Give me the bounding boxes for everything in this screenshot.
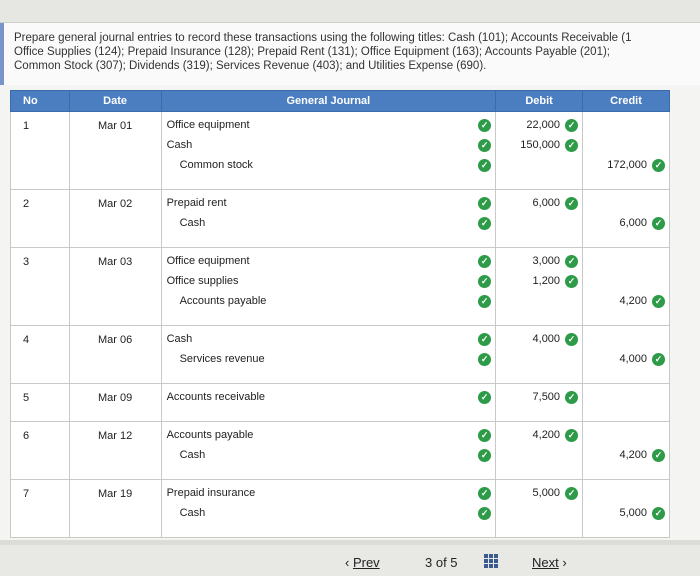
- credit-amount[interactable]: 4,200: [619, 295, 647, 307]
- credit-line: [583, 503, 669, 523]
- debit-line: [496, 387, 582, 407]
- check-icon: ✓: [478, 159, 491, 172]
- account-line: [162, 271, 496, 291]
- check-icon: ✓: [652, 507, 665, 520]
- debit-line: [496, 135, 582, 155]
- check-icon: ✓: [565, 255, 578, 268]
- entry-number: 6: [11, 422, 70, 480]
- account-name[interactable]: Common stock: [179, 159, 253, 171]
- check-icon: ✓: [565, 119, 578, 132]
- header-no: No: [11, 91, 70, 112]
- credit-cell: [583, 248, 670, 326]
- entry-number: 5: [11, 384, 70, 422]
- check-icon: ✓: [478, 333, 491, 346]
- journal-entry-row: [11, 248, 670, 326]
- debit-line: [496, 291, 582, 311]
- account-line: [162, 193, 496, 213]
- prev-label: Prev: [352, 555, 380, 570]
- debit-cell: [496, 112, 583, 190]
- debit-cell: [496, 422, 583, 480]
- debit-line: [496, 115, 582, 135]
- account-line: [162, 135, 496, 155]
- page-indicator: 3 of 5: [425, 555, 458, 570]
- debit-amount[interactable]: 4,000: [532, 333, 561, 345]
- account-name[interactable]: Prepaid insurance: [166, 487, 256, 499]
- check-icon: ✓: [478, 119, 491, 132]
- entry-date[interactable]: Mar 02: [69, 190, 161, 248]
- credit-amount[interactable]: 172,000: [607, 159, 647, 171]
- debit-amount[interactable]: 3,000: [532, 255, 561, 267]
- debit-amount[interactable]: 4,200: [532, 429, 561, 441]
- check-icon: ✓: [565, 429, 578, 442]
- account-line: [162, 483, 496, 503]
- account-line: [162, 155, 496, 175]
- check-icon: ✓: [652, 295, 665, 308]
- check-icon: ✓: [652, 159, 665, 172]
- debit-cell: [496, 248, 583, 326]
- account-line: [162, 503, 496, 523]
- credit-cell: [583, 480, 670, 538]
- header-general-journal: General Journal: [161, 91, 496, 112]
- credit-line: [583, 251, 669, 271]
- check-icon: ✓: [652, 353, 665, 366]
- header-date: Date: [69, 91, 161, 112]
- credit-cell: [583, 422, 670, 480]
- credit-line: [583, 291, 669, 311]
- credit-line: [583, 445, 669, 465]
- credit-line: [583, 193, 669, 213]
- account-line: [162, 349, 496, 369]
- entry-number: 3: [11, 248, 70, 326]
- credit-cell: [583, 112, 670, 190]
- account-line: [162, 425, 496, 445]
- journal-entry-row: [11, 190, 670, 248]
- header-credit: Credit: [583, 91, 670, 112]
- credit-line: [583, 425, 669, 445]
- check-icon: ✓: [478, 275, 491, 288]
- prev-button[interactable]: ‹ Prev: [345, 555, 380, 570]
- account-line: [162, 387, 496, 407]
- account-cell: [161, 248, 496, 326]
- next-label: Next: [532, 555, 559, 570]
- debit-cell: [496, 326, 583, 384]
- instructions-text: Prepare general journal entries to record these transactions using the following titles: Cash (101); Accounts Receivable (1 Office Supplies (124); Prepaid Insurance (128); Prepaid Rent (131); Office Equipment (163); Accounts Payable (201); Common Stock (307); Dividends (319); Services Revenue (403); and Utilities Expense (690).: [0, 23, 700, 85]
- debit-cell: [496, 384, 583, 422]
- account-cell: [161, 422, 496, 480]
- credit-line: [583, 213, 669, 233]
- debit-cell: [496, 190, 583, 248]
- account-name[interactable]: Prepaid rent: [166, 197, 227, 209]
- credit-amount[interactable]: 4,000: [619, 353, 647, 365]
- grid-icon[interactable]: [484, 554, 498, 568]
- entry-date[interactable]: Mar 03: [69, 248, 161, 326]
- account-line: [162, 291, 496, 311]
- check-icon: ✓: [478, 139, 491, 152]
- journal-entry-row: [11, 112, 670, 190]
- check-icon: ✓: [652, 449, 665, 462]
- check-icon: ✓: [565, 139, 578, 152]
- check-icon: ✓: [478, 255, 491, 268]
- check-icon: ✓: [478, 449, 491, 462]
- credit-amount[interactable]: 6,000: [619, 217, 647, 229]
- account-name[interactable]: Office equipment: [166, 255, 250, 267]
- account-line: [162, 213, 496, 233]
- credit-line: [583, 135, 669, 155]
- debit-line: [496, 271, 582, 291]
- next-button[interactable]: Next ›: [532, 555, 567, 570]
- browser-top-strip: [0, 0, 700, 23]
- journal-entry-row: [11, 480, 670, 538]
- account-line: [162, 329, 496, 349]
- check-icon: ✓: [478, 507, 491, 520]
- entry-number: 1: [11, 112, 70, 190]
- account-name[interactable]: Cash: [179, 507, 206, 519]
- credit-line: [583, 483, 669, 503]
- credit-cell: [583, 190, 670, 248]
- debit-line: [496, 349, 582, 369]
- account-name[interactable]: Services revenue: [179, 353, 265, 365]
- debit-line: [496, 445, 582, 465]
- credit-line: [583, 115, 669, 135]
- account-name[interactable]: Cash: [166, 139, 193, 151]
- account-name[interactable]: Cash: [166, 333, 193, 345]
- check-icon: ✓: [565, 275, 578, 288]
- credit-amount[interactable]: 5,000: [619, 507, 647, 519]
- debit-amount[interactable]: 22,000: [526, 119, 561, 131]
- account-name[interactable]: Cash: [179, 217, 206, 229]
- account-name[interactable]: Office supplies: [166, 275, 239, 287]
- check-icon: ✓: [565, 391, 578, 404]
- credit-line: [583, 329, 669, 349]
- account-name[interactable]: Office equipment: [166, 119, 250, 131]
- debit-cell: [496, 480, 583, 538]
- credit-line: [583, 155, 669, 175]
- header-debit: Debit: [496, 91, 583, 112]
- account-cell: [161, 112, 496, 190]
- account-name[interactable]: Cash: [179, 449, 206, 461]
- credit-cell: [583, 384, 670, 422]
- check-icon: ✓: [478, 391, 491, 404]
- account-cell: [161, 384, 496, 422]
- check-icon: ✓: [565, 333, 578, 346]
- entry-date[interactable]: Mar 09: [69, 384, 161, 422]
- account-name[interactable]: Accounts payable: [166, 429, 254, 441]
- journal-entry-row: [11, 326, 670, 384]
- debit-line: [496, 213, 582, 233]
- check-icon: ✓: [478, 197, 491, 210]
- account-line: [162, 445, 496, 465]
- account-cell: [161, 480, 496, 538]
- debit-line: [496, 155, 582, 175]
- pagination-bar: [0, 545, 700, 576]
- entry-date[interactable]: Mar 01: [69, 112, 161, 190]
- debit-line: [496, 503, 582, 523]
- check-icon: ✓: [565, 197, 578, 210]
- check-icon: ✓: [652, 217, 665, 230]
- account-line: [162, 251, 496, 271]
- entry-number: 7: [11, 480, 70, 538]
- account-cell: [161, 326, 496, 384]
- debit-amount[interactable]: 7,500: [532, 391, 561, 403]
- credit-line: [583, 271, 669, 291]
- check-icon: ✓: [478, 429, 491, 442]
- debit-line: [496, 483, 582, 503]
- debit-amount[interactable]: 150,000: [520, 139, 561, 151]
- account-cell: [161, 190, 496, 248]
- entry-number: 4: [11, 326, 70, 384]
- check-icon: ✓: [478, 487, 491, 500]
- check-icon: ✓: [565, 487, 578, 500]
- entry-date[interactable]: Mar 12: [69, 422, 161, 480]
- debit-amount[interactable]: 5,000: [532, 487, 561, 499]
- account-line: [162, 115, 496, 135]
- entry-date[interactable]: Mar 19: [69, 480, 161, 538]
- check-icon: ✓: [478, 353, 491, 366]
- account-name[interactable]: Accounts payable: [179, 295, 267, 307]
- debit-amount[interactable]: 6,000: [532, 197, 561, 209]
- check-icon: ✓: [478, 295, 491, 308]
- entry-date[interactable]: Mar 06: [69, 326, 161, 384]
- journal-entry-row: [11, 384, 670, 422]
- debit-line: [496, 193, 582, 213]
- journal-table-container: [0, 85, 700, 540]
- entry-number: 2: [11, 190, 70, 248]
- credit-line: [583, 387, 669, 407]
- debit-line: [496, 251, 582, 271]
- credit-cell: [583, 326, 670, 384]
- check-icon: ✓: [478, 217, 491, 230]
- account-name[interactable]: Accounts receivable: [166, 391, 266, 403]
- credit-amount[interactable]: 4,200: [619, 449, 647, 461]
- credit-line: [583, 349, 669, 369]
- debit-line: [496, 329, 582, 349]
- journal-entry-row: [11, 422, 670, 480]
- debit-amount[interactable]: 1,200: [532, 275, 561, 287]
- journal-table: [10, 90, 670, 538]
- debit-line: [496, 425, 582, 445]
